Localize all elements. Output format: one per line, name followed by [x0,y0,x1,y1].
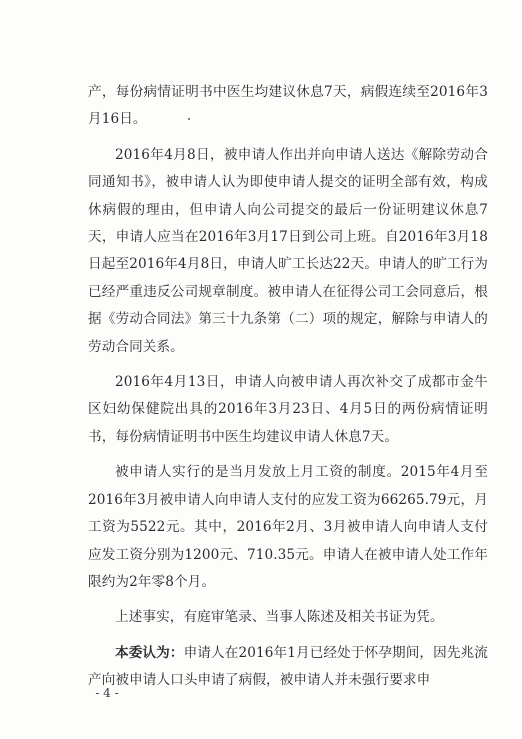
finding-label: 本委认为： [115,644,184,661]
paragraph-5: 上述事实，有庭审笔录、当事人陈述及相关书证为凭。 [115,609,444,626]
paragraph-1: 产，每份病情证明书中医生均建议休息7天，病假连续至2016年3月16日。 [88,84,488,128]
finding-text: 申请人在2016年1月已经处于怀孕期间，因先兆流产向被申请人口头申请了病假，被申请人并未强行要求申 [88,644,488,689]
paragraph-4: 被申请人实行的是当月发放上月工资的制度。2015年4月至2016年3月被申请人向申请人支付的应发工资为66265.79元，月工资为5522元。其中，2016年2月、3月被申请人向申请人支付应发工资分别为1200元、710.35元。申请人在被申请人处工作年限约为2年零8个月。 [88,464,488,590]
page-number: - 4 - [95,686,119,700]
paragraph-3: 2016年4月13日，申请人向被申请人再次补交了成都市金牛区妇幼保健院出具的2016年3月23日、4月5日的两份病情证明书，每份病情证明书中医生均建议申请人休息7天。 [88,374,488,445]
paragraph-2: 2016年4月8日，被申请人作出并向申请人送达《解除劳动合同通知书》，被申请人认为即使申请人提交的证明全部有效，构成休病假的理由，但申请人向公司提交的最后一份证明建议休息7天，申请人应当在2016年3月17日到公司上班。自2016年3月18日起至2016年4月8日，申请人旷工长达22天。申请人的旷工行为已经严重违反公司规章制度。被申请人在征得公司工会同意后，根据《劳动合同法》第三十九条第（二）项的规定，解除与申请人的劳动合同关系。 [88,146,488,355]
document-body [88,79,488,703]
